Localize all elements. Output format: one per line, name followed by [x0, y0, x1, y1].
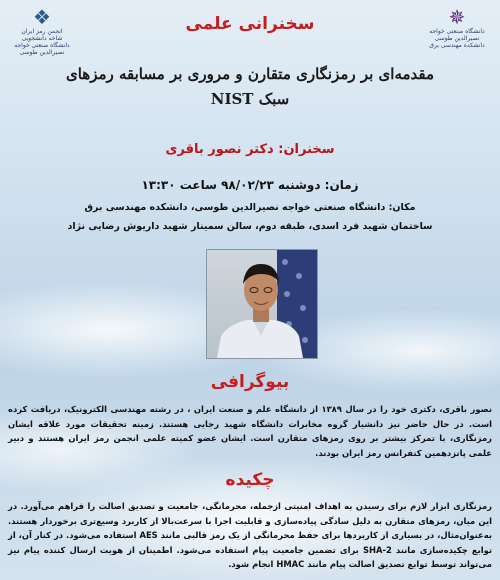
university-logo-icon: ✵ — [448, 5, 466, 29]
abstract-text: رمزنگاری ابزار لازم برای رسیدن به اهداف امنیتی ازجمله، محرمانگی، جامعیت و تصدیق اصالت را فراهم می‌آورد. در این میان، رمزهای متقارن به دلیل سادگی پیاده‌سازی و قابلیت اجرا با سرعت‌بالا از کاربرد وسیع‌تری برخوردار هستند. به‌عنوان‌مثال، در بسیاری از کاربردها برای حفظ محرمانگی از یک رمز قالبی مانند AES استفاده می‌شود. در کنار آن، از توابع چکیده‌سازی مانند SHA-2 برای تضمین جامعیت پیام استفاده می‌شود. اطمینان از هویت ارسال کننده پیام نیز می‌تواند توسط توابع تصدیق اصالت پیام مانند HMAC انجام شود. — [8, 501, 492, 569]
abstract-heading: چکیده — [225, 470, 275, 490]
speaker-photo — [206, 249, 318, 359]
logo-right-caption-1: دانشگاه صنعتی خواجه نصیرالدین طوسی — [429, 28, 485, 42]
event-place-line2: ساختمان شهید فرد اسدی، طبقه دوم، سالن سمینار شهید داریوش رضایی نژاد — [67, 221, 433, 232]
talk-title-line1: مقدمه‌ای بر رمزنگاری متقارن و مروری بر مسابقه رمزهای — [65, 65, 435, 83]
crest-logo-icon: ❖ — [33, 5, 51, 29]
logo-right-caption-2: دانشکده مهندسی برق — [429, 42, 485, 49]
logo-left-caption-3: دانشگاه صنعتی خواجه — [14, 42, 70, 49]
event-place-line1: مکان: دانشگاه صنعتی خواجه نصیرالدین طوسی، دانشکده مهندسی برق — [84, 202, 416, 213]
speaker-name: سخنران: دکتر نصور باقری — [165, 142, 335, 157]
bio-heading: بیوگرافی — [210, 372, 290, 392]
event-label: سخنرانی علمی — [185, 14, 315, 34]
event-time: زمان: دوشنبه ۹۸/۰۲/۲۳ ساعت ۱۳:۳۰ — [141, 178, 359, 192]
logo-left-caption-2: شاخه دانشجویی — [21, 35, 63, 42]
bio-text: نصور باقری، دکتری خود را در سال ۱۳۸۹ از دانشگاه علم و صنعت ایران ، در رشته مهندسی الکترونیک، دریافت کرده است. در حال حاضر نیز دانشیار گروه مخابرات دانشگاه شهید رجایی هستند. زمینه تحقیقات مورد علاقه ایشان رمزنگاری، با تمرکز بیشتر بر روی رمزهای متقارن است. ایشان عضو کمیته علمی انجمن رمز ایران هستند و دبیر علمی پانزدهمین کنفرانس رمز ایران بودند. — [8, 404, 492, 458]
portrait-icon — [207, 250, 317, 358]
logo-left-caption-1: انجمن رمز ایران — [21, 28, 63, 35]
logo-left-caption-4: نصیرالدین طوسی — [19, 49, 65, 56]
talk-title-line2: سبک NIST — [210, 90, 290, 108]
